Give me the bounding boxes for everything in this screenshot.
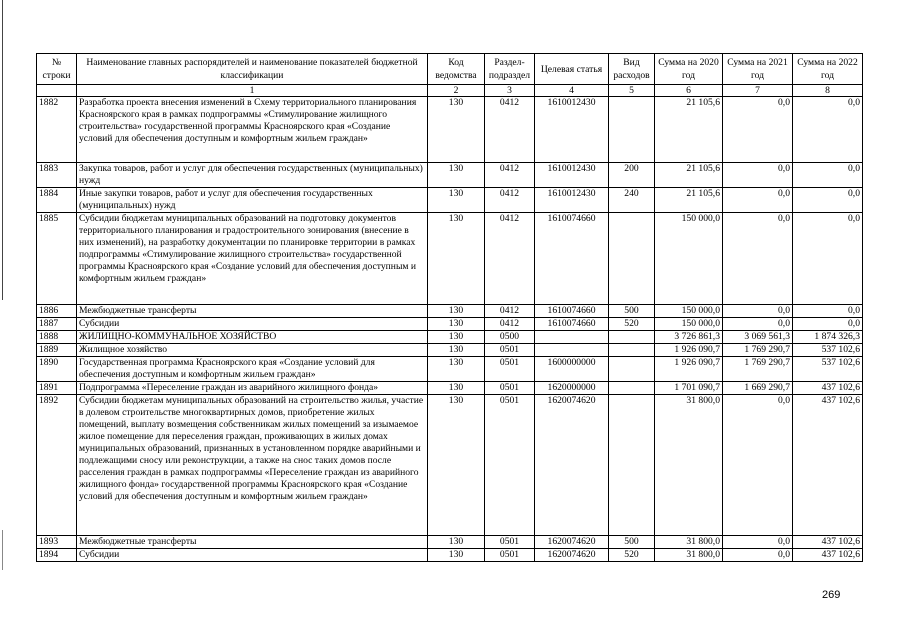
header-dept: Код ведомства	[428, 54, 485, 85]
target-article-cell	[535, 331, 609, 344]
table-row	[37, 549, 863, 562]
dept-code-cell: 130	[428, 536, 485, 549]
section-code-cell: 0501	[485, 536, 535, 549]
row-name-cell: ЖИЛИЩНО-КОММУНАЛЬНОЕ ХОЗЯЙСТВО	[77, 331, 428, 344]
expense-type-cell	[609, 382, 655, 395]
row-number-cell: 1882	[37, 97, 77, 163]
row-number-cell: 1894	[37, 549, 77, 562]
sum-2020-cell: 31 800,0	[655, 549, 723, 562]
column-number: 8	[793, 85, 863, 97]
target-article-cell: 1610074660	[535, 318, 609, 331]
dept-code-cell: 130	[428, 549, 485, 562]
table-row	[37, 344, 863, 357]
header-sum2020: Сумма на 2020 год	[655, 54, 723, 85]
table-row	[37, 395, 863, 536]
sum-2020-cell: 1 926 090,7	[655, 344, 723, 357]
row-name-cell: Разработка проекта внесения изменений в Схему территориального планирования Красноярского края в рамках подпрограммы «Стимулирование жилищного строительства» государственной программы Красноярского края «Создание условий для обеспечения доступным и комфортным жильем граждан»	[77, 97, 428, 163]
target-article-cell: 1620074620	[535, 549, 609, 562]
expense-type-cell	[609, 357, 655, 382]
expense-type-cell	[609, 97, 655, 163]
row-number-cell: 1893	[37, 536, 77, 549]
row-number-cell: 1892	[37, 395, 77, 536]
row-name-cell: Субсидии	[77, 318, 428, 331]
dept-code-cell: 130	[428, 318, 485, 331]
expense-type-cell: 500	[609, 536, 655, 549]
table-row	[37, 357, 863, 382]
column-number: 5	[609, 85, 655, 97]
sum-2022-cell: 437 102,6	[793, 536, 863, 549]
row-number-cell: 1890	[37, 357, 77, 382]
table-row	[37, 305, 863, 318]
sum-2020-cell: 21 105,6	[655, 163, 723, 188]
sum-2022-cell: 537 102,6	[793, 344, 863, 357]
section-code-cell: 0501	[485, 344, 535, 357]
table-row	[37, 97, 863, 163]
section-code-cell: 0412	[485, 318, 535, 331]
sum-2020-cell: 150 000,0	[655, 305, 723, 318]
row-number-cell: 1884	[37, 188, 77, 213]
dept-code-cell: 130	[428, 188, 485, 213]
sum-2021-cell: 0,0	[723, 163, 793, 188]
row-name-cell: Подпрограмма «Переселение граждан из аварийного жилищного фонда»	[77, 382, 428, 395]
table-row	[37, 213, 863, 305]
sum-2022-cell: 0,0	[793, 305, 863, 318]
header-section: Раздел-подраздел	[485, 54, 535, 85]
dept-code-cell: 130	[428, 331, 485, 344]
expense-type-cell: 200	[609, 163, 655, 188]
expense-type-cell: 500	[609, 305, 655, 318]
column-number: 1	[77, 85, 428, 97]
sum-2020-cell: 3 726 861,3	[655, 331, 723, 344]
sum-2021-cell: 0,0	[723, 536, 793, 549]
header-exptype: Вид расходов	[609, 54, 655, 85]
header-sum2021: Сумма на 2021 год	[723, 54, 793, 85]
row-name-cell: Жилищное хозяйство	[77, 344, 428, 357]
dept-code-cell: 130	[428, 344, 485, 357]
sum-2022-cell: 0,0	[793, 163, 863, 188]
column-number: 7	[723, 85, 793, 97]
dept-code-cell: 130	[428, 213, 485, 305]
expense-type-cell	[609, 213, 655, 305]
sum-2020-cell: 150 000,0	[655, 318, 723, 331]
dept-code-cell: 130	[428, 382, 485, 395]
column-number: 3	[485, 85, 535, 97]
sum-2021-cell: 0,0	[723, 188, 793, 213]
section-code-cell: 0501	[485, 395, 535, 536]
row-name-cell: Межбюджетные трансферты	[77, 536, 428, 549]
section-code-cell: 0412	[485, 213, 535, 305]
table-row	[37, 536, 863, 549]
header-num: № строки	[37, 54, 77, 85]
target-article-cell: 1610012430	[535, 163, 609, 188]
column-number: 2	[428, 85, 485, 97]
column-number: 6	[655, 85, 723, 97]
sum-2021-cell: 0,0	[723, 549, 793, 562]
section-code-cell: 0412	[485, 163, 535, 188]
section-code-cell: 0412	[485, 305, 535, 318]
header-sum2022: Сумма на 2022 год	[793, 54, 863, 85]
table-row	[37, 318, 863, 331]
sum-2021-cell: 0,0	[723, 97, 793, 163]
target-article-cell: 1620074620	[535, 536, 609, 549]
sum-2020-cell: 21 105,6	[655, 97, 723, 163]
header-target: Целевая статья	[535, 54, 609, 85]
table-row	[37, 331, 863, 344]
row-name-cell: Закупка товаров, работ и услуг для обеспечения государственных (муниципальных) нужд	[77, 163, 428, 188]
sum-2020-cell: 31 800,0	[655, 395, 723, 536]
sum-2022-cell: 437 102,6	[793, 382, 863, 395]
row-number-cell: 1888	[37, 331, 77, 344]
target-article-cell: 1620074620	[535, 395, 609, 536]
sum-2020-cell: 1 926 090,7	[655, 357, 723, 382]
sum-2021-cell: 0,0	[723, 305, 793, 318]
expense-type-cell: 240	[609, 188, 655, 213]
expense-type-cell: 520	[609, 318, 655, 331]
column-number-row	[37, 85, 863, 97]
dept-code-cell: 130	[428, 163, 485, 188]
table-row	[37, 163, 863, 188]
column-number: 4	[535, 85, 609, 97]
sum-2022-cell: 537 102,6	[793, 357, 863, 382]
left-margin-mark	[2, 530, 3, 570]
left-margin-line	[2, 0, 3, 300]
sum-2020-cell: 1 701 090,7	[655, 382, 723, 395]
sum-2022-cell: 437 102,6	[793, 395, 863, 536]
row-number-cell: 1885	[37, 213, 77, 305]
sum-2021-cell: 1 769 290,7	[723, 357, 793, 382]
row-number-cell: 1883	[37, 163, 77, 188]
target-article-cell: 1610074660	[535, 305, 609, 318]
sum-2021-cell: 0,0	[723, 213, 793, 305]
sum-2020-cell: 21 105,6	[655, 188, 723, 213]
row-name-cell: Государственная программа Красноярского края «Создание условий для обеспечения доступным и комфортным жильем граждан»	[77, 357, 428, 382]
target-article-cell: 1610074660	[535, 213, 609, 305]
sum-2020-cell: 31 800,0	[655, 536, 723, 549]
row-number-cell: 1891	[37, 382, 77, 395]
sum-2022-cell: 1 874 326,3	[793, 331, 863, 344]
section-code-cell: 0501	[485, 549, 535, 562]
sum-2022-cell: 437 102,6	[793, 549, 863, 562]
expense-type-cell	[609, 395, 655, 536]
row-number-cell: 1886	[37, 305, 77, 318]
target-article-cell: 1620000000	[535, 382, 609, 395]
sum-2021-cell: 0,0	[723, 395, 793, 536]
dept-code-cell: 130	[428, 357, 485, 382]
dept-code-cell: 130	[428, 97, 485, 163]
sum-2021-cell: 1 669 290,7	[723, 382, 793, 395]
sum-2022-cell: 0,0	[793, 213, 863, 305]
sum-2021-cell: 3 069 561,3	[723, 331, 793, 344]
sum-2021-cell: 1 769 290,7	[723, 344, 793, 357]
header-name: Наименование главных распорядителей и наименование показателей бюджетной классификации	[77, 54, 428, 85]
section-code-cell: 0501	[485, 357, 535, 382]
table-row	[37, 188, 863, 213]
dept-code-cell: 130	[428, 395, 485, 536]
header-row	[37, 54, 863, 85]
target-article-cell	[535, 344, 609, 357]
section-code-cell: 0412	[485, 188, 535, 213]
row-name-cell: Субсидии бюджетам муниципальных образований на подготовку документов территориального планирования и градостроительного зонирования (внесение в них изменений), на разработку документации по планировке территории в рамках подпрограммы «Стимулирование жилищного строительства» государственной программы Красноярского края «Создание условий для обеспечения доступным и комфортным жильем граждан»	[77, 213, 428, 305]
section-code-cell: 0500	[485, 331, 535, 344]
row-name-cell: Иные закупки товаров, работ и услуг для обеспечения государственных (муниципальных) нужд	[77, 188, 428, 213]
sum-2022-cell: 0,0	[793, 318, 863, 331]
row-name-cell: Межбюджетные трансферты	[77, 305, 428, 318]
section-code-cell: 0412	[485, 97, 535, 163]
expense-type-cell	[609, 331, 655, 344]
section-code-cell: 0501	[485, 382, 535, 395]
column-number	[37, 85, 77, 97]
row-number-cell: 1887	[37, 318, 77, 331]
row-name-cell: Субсидии	[77, 549, 428, 562]
target-article-cell: 1600000000	[535, 357, 609, 382]
sum-2022-cell: 0,0	[793, 97, 863, 163]
row-number-cell: 1889	[37, 344, 77, 357]
dept-code-cell: 130	[428, 305, 485, 318]
table-body	[37, 97, 863, 562]
budget-table	[36, 53, 863, 562]
sum-2020-cell: 150 000,0	[655, 213, 723, 305]
table-row	[37, 382, 863, 395]
expense-type-cell	[609, 344, 655, 357]
page-number: 269	[822, 589, 841, 601]
expense-type-cell: 520	[609, 549, 655, 562]
row-name-cell: Субсидии бюджетам муниципальных образований на строительство жилья, участие в долевом строительстве многоквартирных домов, приобретение жилых помещений, выплату возмещения собственникам жилых помещений за изымаемое жилое помещение для переселения граждан, проживающих в жилых домах муниципальных образований, признанных в установленном порядке аварийными и подлежащими сносу или реконструкции, а также на снос таких домов после расселения граждан в рамках подпрограммы «Переселение граждан из аварийного жилищного фонда» государственной программы Красноярского края «Создание условий для обеспечения доступным и комфортным жильем граждан»	[77, 395, 428, 536]
target-article-cell: 1610012430	[535, 188, 609, 213]
sum-2021-cell: 0,0	[723, 318, 793, 331]
sum-2022-cell: 0,0	[793, 188, 863, 213]
target-article-cell: 1610012430	[535, 97, 609, 163]
